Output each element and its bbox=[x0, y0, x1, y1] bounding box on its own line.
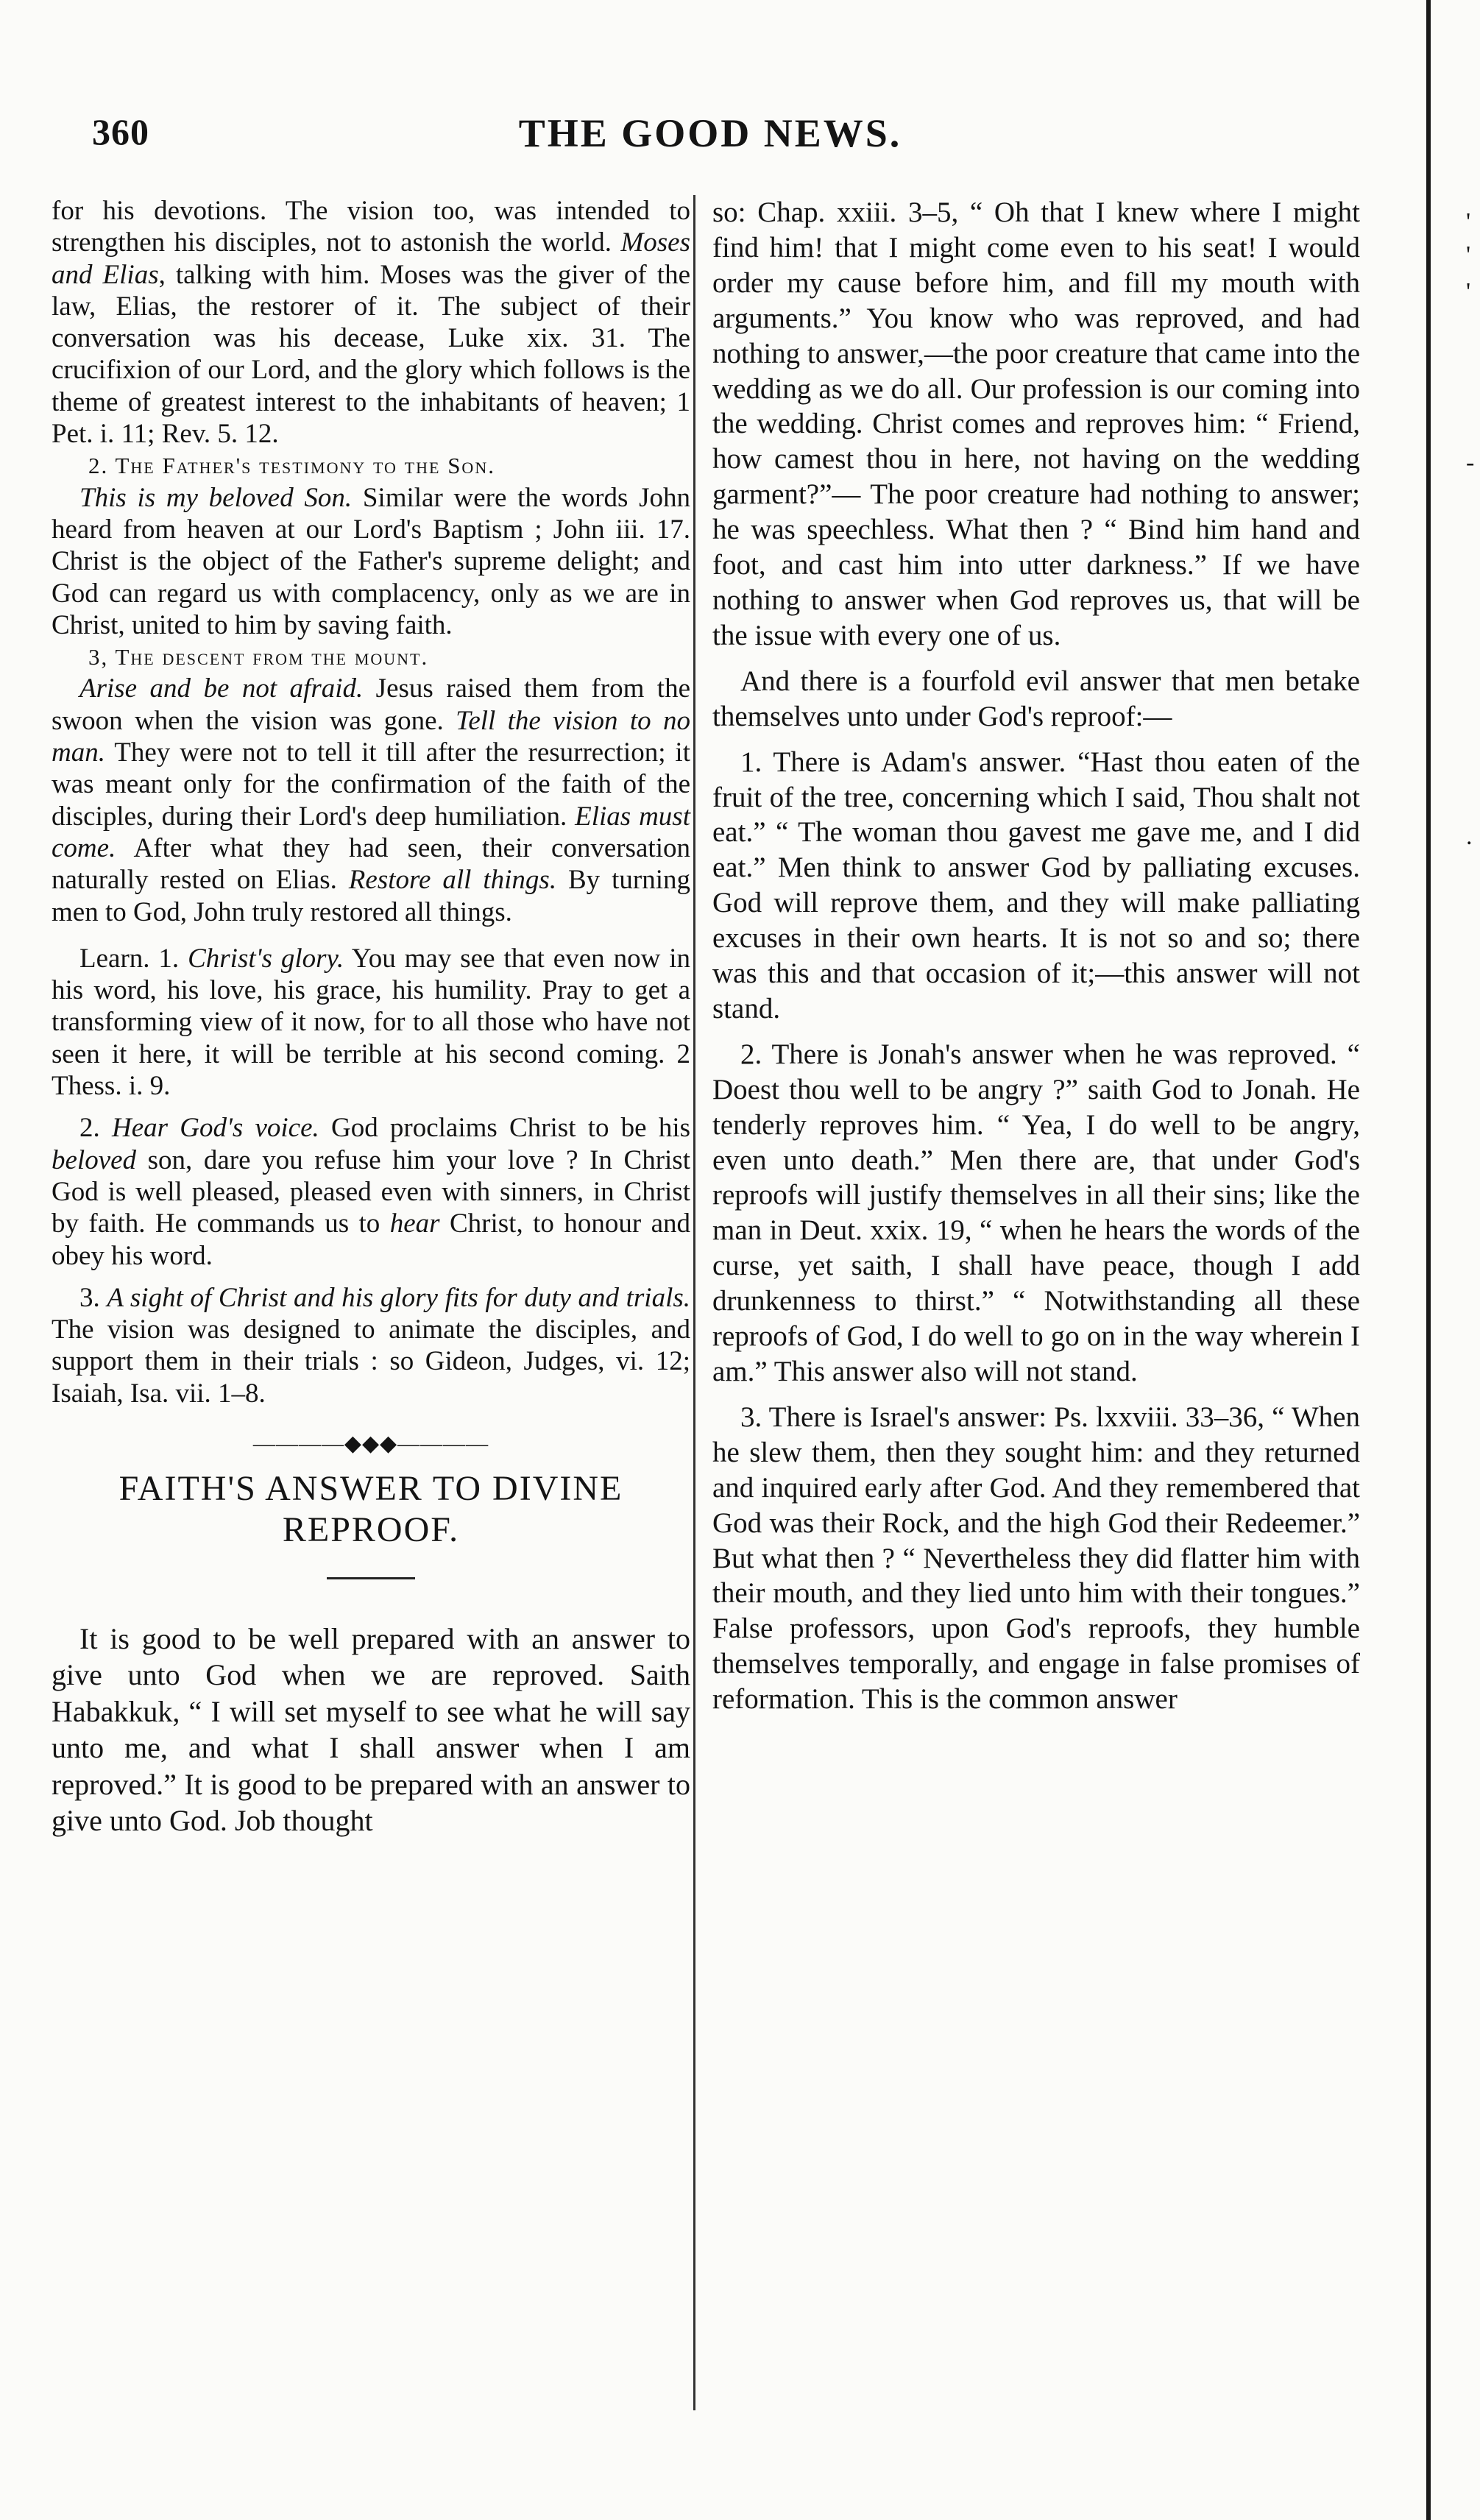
paragraph: 3. There is Israel's answer: Ps. lxxviii. 33–36, “ When he slew them, then they sought him: and they returned and inquired early after God. And they remembered that God was their Rock, and the high God their Redeemer.” But what then ? “ Nevertheless they did flatter him with their mouth, and they lied unto him with their tongues.” False professors, upon God's reproofs, they humble themselves temporally, and engage in false promises of reformation. This is the common answer bbox=[712, 1401, 1360, 1716]
column-rule bbox=[693, 195, 695, 2410]
margin-mark: ' bbox=[1466, 208, 1471, 236]
paragraph: And there is a fourfold evil answer that men betake themselves unto under God's reproof:— bbox=[712, 665, 1360, 732]
italic-phrase: Elias must come. bbox=[52, 801, 690, 863]
text-run: 3. bbox=[79, 1282, 107, 1313]
text-run: Learn. 1. bbox=[79, 943, 188, 974]
italic-phrase: hear bbox=[389, 1208, 440, 1239]
italic-phrase: Christ's glory. bbox=[188, 943, 344, 974]
margin-mark: ' bbox=[1466, 278, 1471, 305]
section-subheading: 3, The descent from the mount. bbox=[88, 644, 429, 670]
margin-mark: ' bbox=[1466, 241, 1471, 269]
italic-phrase: Restore all things. bbox=[348, 865, 557, 896]
running-title: THE GOOD NEWS. bbox=[518, 111, 902, 155]
text-run: Jesus raised them from the swoon when the vision was gone. bbox=[52, 673, 690, 736]
text-run: They were not to tell it till after the resurrection; it was meant only for the confirmation of the faith of the disciples, during their Lord's deep humiliation. bbox=[52, 737, 690, 832]
lesson-paragraph bbox=[52, 943, 690, 1102]
text-run: for his devotions. The vision too, was intended to strengthen his disciples, not to astonish the world. bbox=[52, 196, 690, 258]
left-column bbox=[52, 195, 690, 1839]
italic-phrase: Hear God's voice. bbox=[111, 1113, 319, 1144]
page-header bbox=[92, 110, 1328, 169]
italic-phrase: Tell the vision to no man. bbox=[52, 705, 690, 768]
paragraph bbox=[52, 673, 690, 927]
italic-phrase: Moses and Elias bbox=[52, 227, 690, 290]
paragraph bbox=[52, 195, 690, 450]
right-column bbox=[712, 195, 1360, 1717]
title-rule bbox=[327, 1577, 415, 1579]
italic-phrase: beloved bbox=[52, 1144, 137, 1175]
margin-mark: . bbox=[1466, 823, 1473, 850]
text-run: Similar were the words John heard from heaven at our Lord's Baptism ; John iii. 17. Christ is the object of the Father's supreme delight; and God can regard us with complacency, only as we are in Christ, united to him by saving faith. bbox=[52, 482, 690, 640]
paragraph: 1. There is Adam's answer. “Hast thou eaten of the fruit of the tree, concerning which I said, Thou shalt not eat.” “ The woman thou gavest me gave me, and I did eat.” Men think to answer God by palliating excuses. God will reprove them, and they will make palliating excuses in their own hearts. It is not so and so; there was this and that occasion of it;—this answer will not stand. bbox=[712, 746, 1360, 1024]
text-run: God proclaims Christ to be his bbox=[319, 1113, 691, 1144]
article-paragraph: It is good to be well prepared with an answer to give unto God when we are reproved. Saith Habakkuk, “ I will set myself to see what he will say unto me, and what I shall answer when I am reproved.” It is good to be prepared with an answer to give unto God. Job thought bbox=[52, 1621, 690, 1838]
italic-phrase: A sight of Christ and his glory fits for duty and trials. bbox=[107, 1282, 690, 1313]
section-subheading: 2. The Father's testimony to the Son. bbox=[88, 453, 495, 479]
italic-phrase: Arise and be not afraid. bbox=[79, 673, 364, 704]
text-run: You may see that even now in his word, his love, his grace, his humility. Pray to get a transforming view of it now, for to all those who have not seen it here, it will be terrible at his second coming. 2 Thess. i. 9. bbox=[52, 943, 690, 1102]
lesson-paragraph bbox=[52, 1112, 690, 1271]
page-edge-binding bbox=[1426, 0, 1431, 2520]
text-run: By turning men to God, John truly restored all things. bbox=[52, 865, 690, 927]
italic-phrase: This is my beloved Son. bbox=[79, 482, 353, 513]
lesson-paragraph bbox=[52, 1282, 690, 1409]
page-number: 360 bbox=[92, 111, 149, 152]
paragraph: 2. There is Jonah's answer when he was reproved. “ Doest thou well to be angry ?” saith God to Jonah. He tenderly reproves him. “ Yea, I do well to be angry, even unto death.” Men there are, that under God's reproofs will justify themselves in all their sins; like the man in Deut. xxix. 19, “ when he hears the words of the curse, yet saith, I shall have peace, though I add drunkenness to thirst.” “ Notwithstanding all these reproofs of God, I do well to go on in the way wherein I am.” This answer also will not stand. bbox=[712, 1038, 1360, 1387]
text-run: , talking with him. Moses was the giver of the law, Elias, the restorer of it. The subject of their conversation was his decease, Luke xix. 31. The crucifixion of our Lord, and the glory which follows is the theme of greatest interest to the inhabitants of heaven; 1 Pet. i. 11; Rev. 5. 12. bbox=[52, 259, 690, 450]
text-run: Christ, to honour and obey his word. bbox=[52, 1208, 690, 1271]
text-run: 2. bbox=[79, 1113, 112, 1144]
section-divider-ornament: ————◆◆◆———— bbox=[252, 1431, 489, 1456]
text-run: son, dare you refuse him your love ? In Christ God is well pleased, pleased even with sinners, in Christ by faith. He commands us to bbox=[52, 1144, 690, 1239]
text-run: After what they had seen, their conversation naturally rested on Elias. bbox=[52, 832, 690, 896]
paragraph bbox=[52, 482, 690, 641]
text-run: The vision was designed to animate the disciples, and support them in their trials : so Gideon, Judges, vi. 12; Isaiah, Isa. vii. 1–8. bbox=[52, 1314, 690, 1409]
margin-mark: - bbox=[1466, 449, 1475, 476]
paragraph: so: Chap. xxiii. 3–5, “ Oh that I knew where I might find him! that I might come even to his seat! I would order my cause before him, and fill my mouth with arguments.” You know who was reproved, and had nothing to answer,—the poor creature that came into the wedding as we do all. Our profession is our coming into the wedding. Christ comes and reproves him: “ Friend, how camest thou in here, not having on the wedding garment?”— The poor creature had nothing to answer; he was speechless. What then ? “ Bind him hand and foot, and cast him into utter darkness.” If we have nothing to answer when God reproves us, that will be the issue with every one of us. bbox=[712, 197, 1360, 651]
article-title: FAITH'S ANSWER TO DIVINE REPROOF. bbox=[118, 1468, 623, 1549]
